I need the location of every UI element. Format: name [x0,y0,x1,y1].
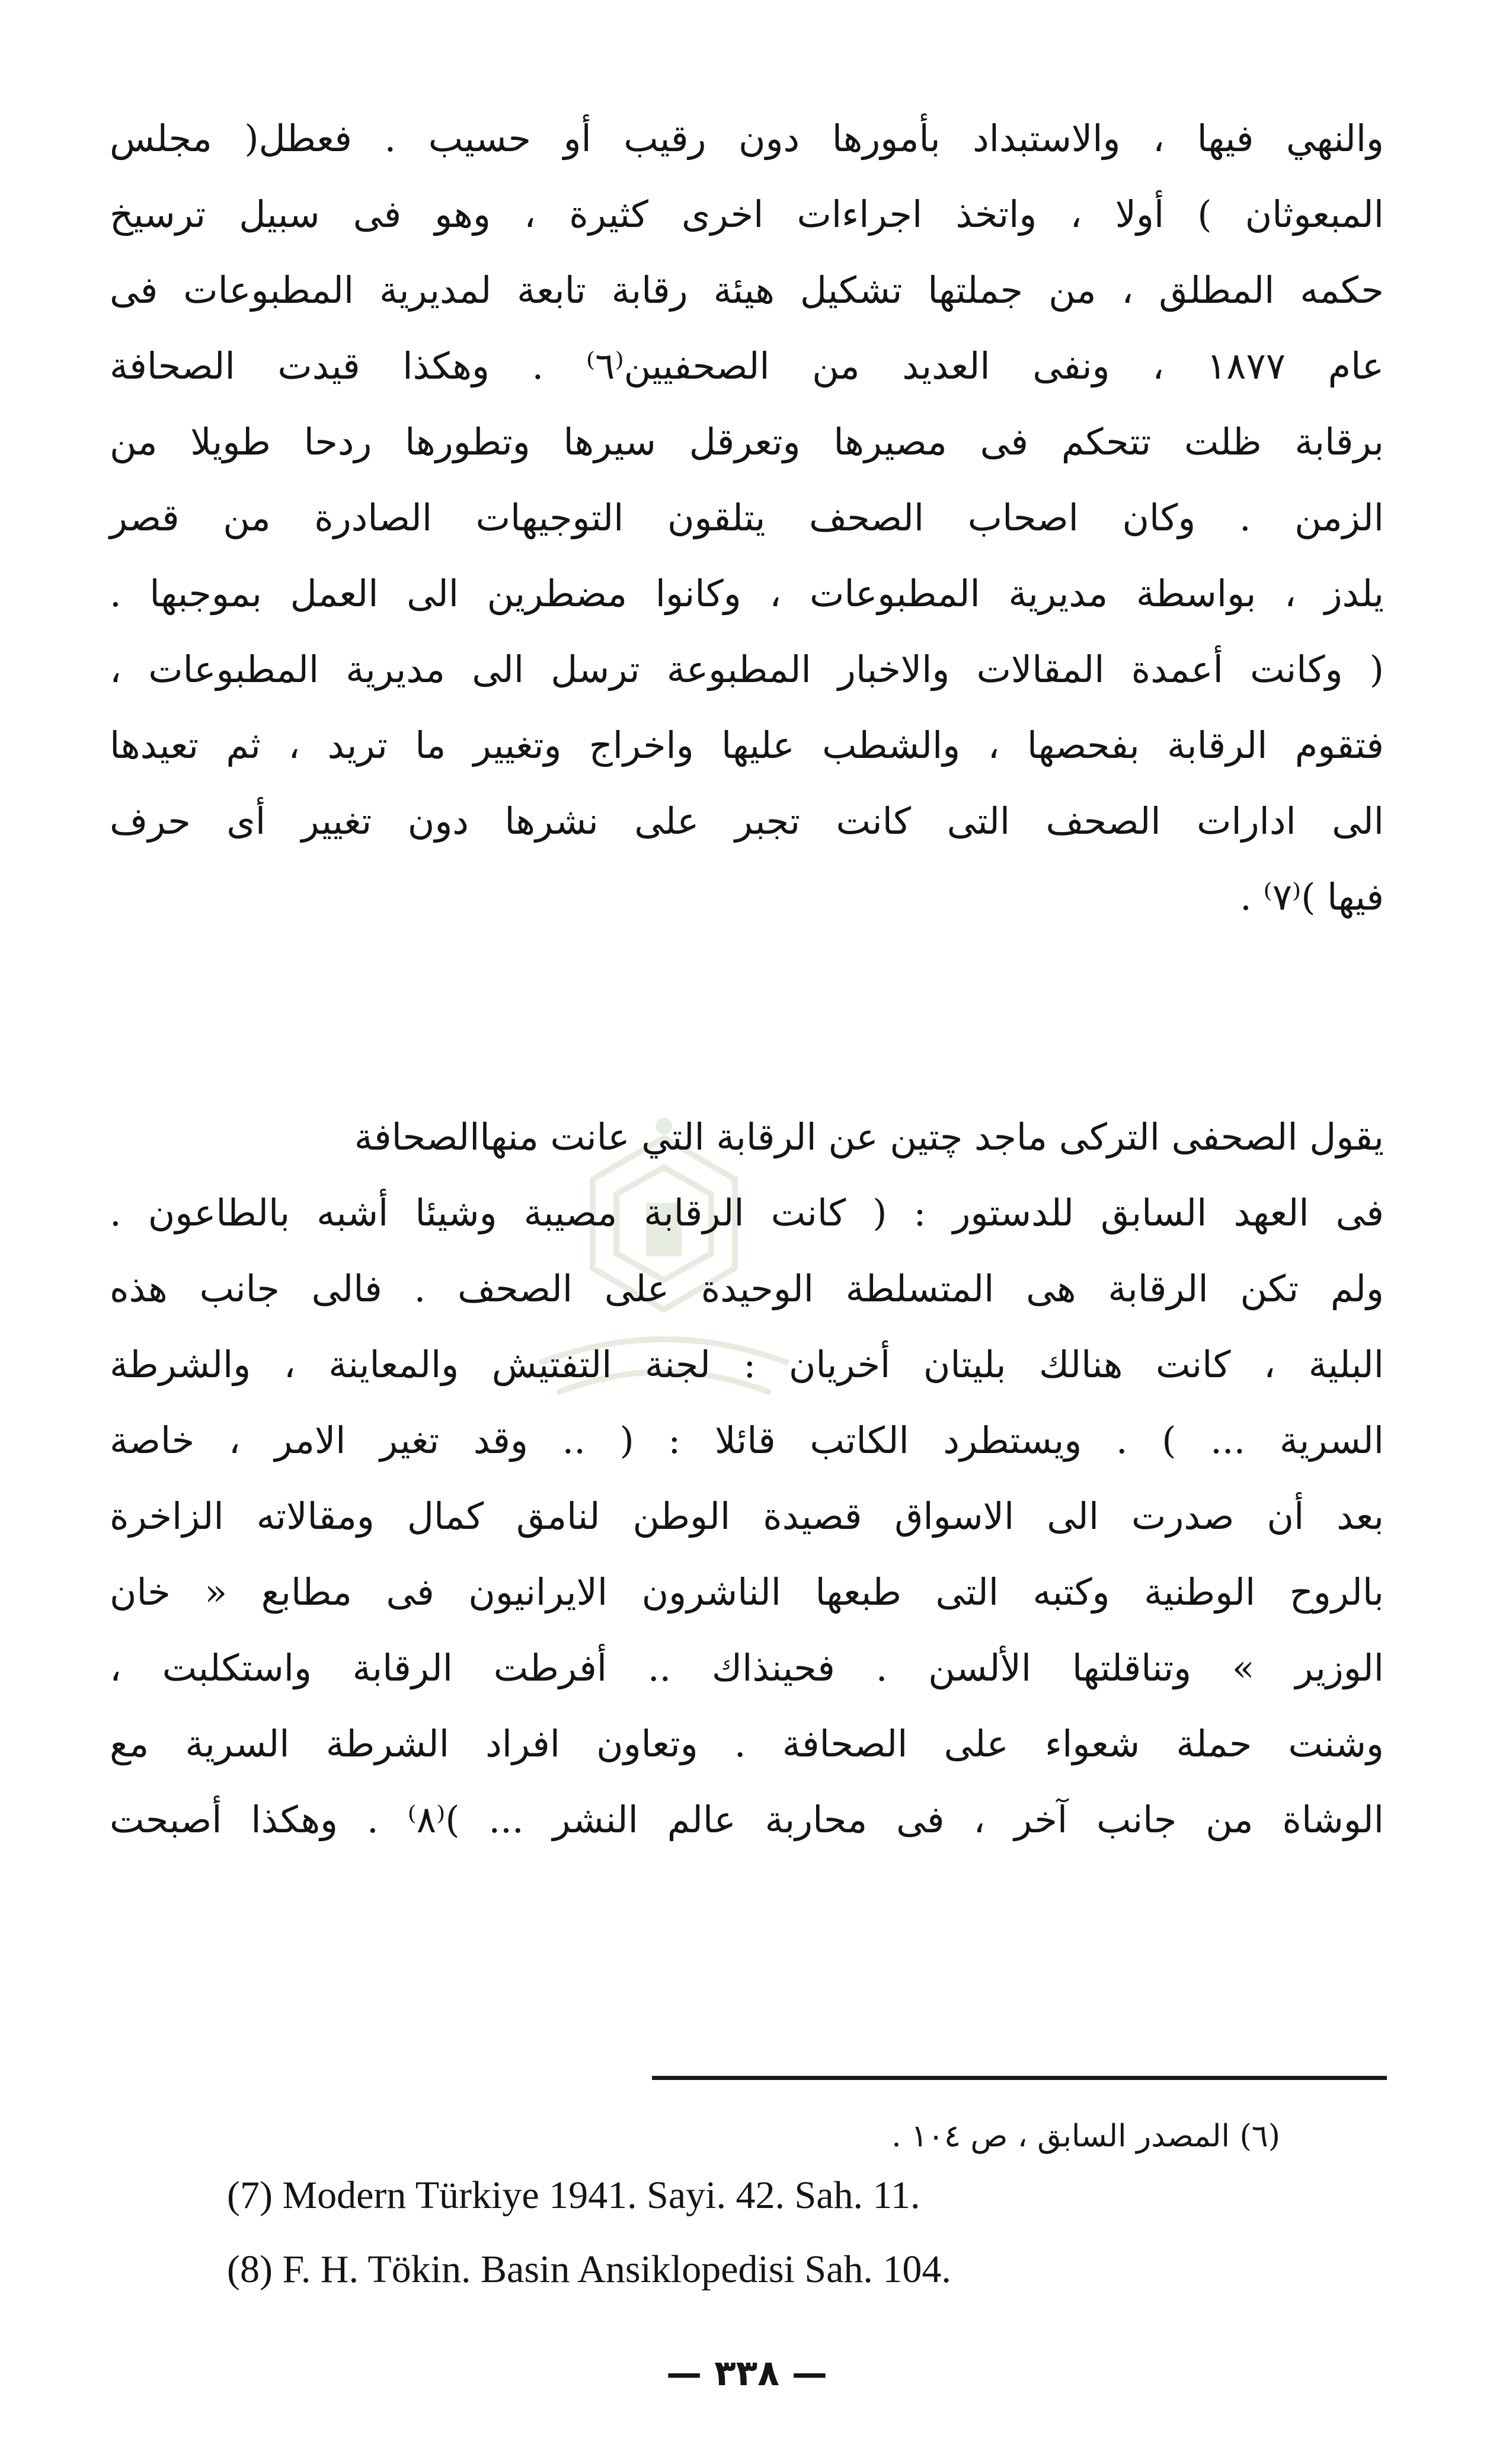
text-line: بعد أن صدرت الى الاسواق قصيدة الوطن لنامق كمال ومقالاته الزاخرة [110,1495,1384,1538]
text-line: وشنت حملة شعواء على الصحافة . وتعاون افراد الشرطة السرية مع [110,1722,1384,1765]
footnote-7: (7) Modern Türkiye 1941. Sayi. 42. Sah. 11. [227,2174,920,2217]
text-line: ( وكانت أعمدة المقالات والاخبار المطبوعة ترسل الى مديرية المطبوعات ، [110,648,1384,691]
text-line: حكمه المطلق ، من جملتها تشكيل هيئة رقابة تابعة لمديرية المطبوعات فى [110,268,1384,312]
text-line: عام ١٨٧٧ ، ونفى العديد من الصحفيين⁽٦⁾ . وهكذا قيدت الصحافة [110,344,1385,388]
text-line: ولم تكن الرقابة هى المتسلطة الوحيدة على الصحف . فالى جانب هذه [110,1267,1384,1310]
text-line: البلية ، كانت هنالك بليتان أخريان : لجنة التفتيش والمعاينة ، والشرطة [110,1343,1384,1386]
text-line: يلدز ، بواسطة مديرية المطبوعات ، وكانوا مضطرين الى العمل بموجبها . [110,572,1384,615]
footnote-6: (٦) المصدر السابق ، ص ١٠٤ . [891,2119,1280,2154]
text-line: فى العهد السابق للدستور : ( كانت الرقابة مصيبة وشيئا أشبه بالطاعون . [110,1191,1384,1234]
text-line: الوزير » وتناقلتها الألسن . فحينذاك .. أفرطت الرقابة واستكلبت ، [110,1646,1384,1689]
text-line: الزمن . وكان اصحاب الصحف يتلقون التوجيهات الصادرة من قصر [110,496,1384,539]
text-line: المبعوثان ) أولا ، واتخذ اجراءات اخرى كثيرة ، وهو فى سبيل ترسيخ [110,193,1384,236]
text-line: بالروح الوطنية وكتبه التى طبعها الناشرون الايرانيون فى مطابع « خان [110,1570,1385,1614]
text-line: والنهي فيها ، والاستبداد بأمورها دون رقيب أو حسيب . فعطل( مجلس [110,117,1384,160]
footnote-8: (8) F. H. Tökin. Basin Ansiklopedisi Sah. 104. [227,2248,951,2291]
text-line: الوشاة من جانب آخر ، فى محاربة عالم النشر ... )⁽٨⁾ . وهكذا أصبحت [110,1798,1385,1841]
text-line: يقول الصحفى التركى ماجد چتين عن الرقابة التي عانت منهاالصحافة [354,1115,1384,1159]
page-number: — ٣٣٨ — [666,2353,827,2394]
text-line: فتقوم الرقابة بفحصها ، والشطب عليها واخراج وتغيير ما تريد ، ثم تعيدها [110,724,1384,767]
paragraph-1 [110,101,1384,935]
text-line: فيها )⁽٧⁾ . [1240,875,1384,919]
text-line: السرية ... ) . ويستطرد الكاتب قائلا : ( .. وقد تغير الامر ، خاصة [110,1419,1384,1462]
paragraph-2 [110,1099,1384,1858]
footnote-divider [652,2076,1387,2080]
text-line: برقابة ظلت تتحكم فى مصيرها وتعرقل سيرها وتطورها ردحا طويلا من [110,420,1384,463]
text-line: الى ادارات الصحف التى كانت تجبر على نشرها دون تغيير أى حرف [110,799,1384,843]
